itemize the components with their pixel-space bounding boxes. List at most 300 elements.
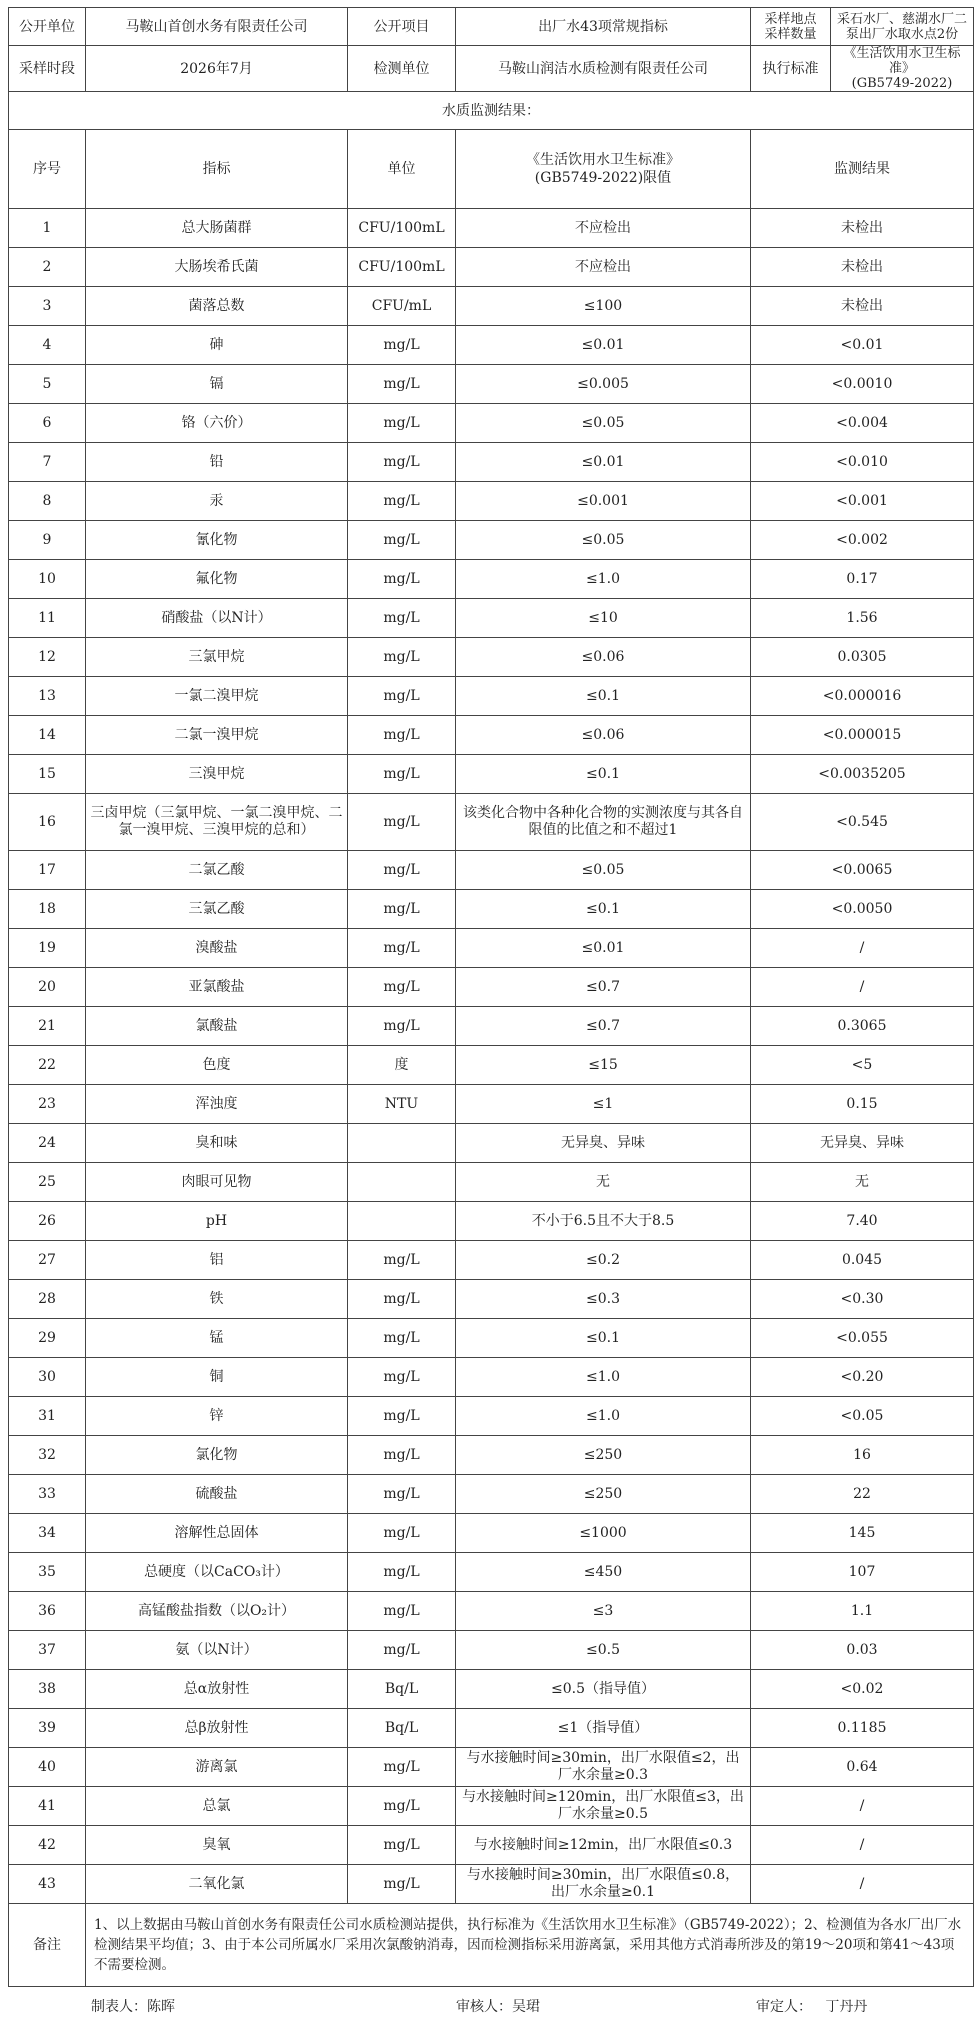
row-no: 19 [9, 929, 86, 968]
row-no: 9 [9, 521, 86, 560]
label-sampling-site [751, 8, 831, 46]
table-row [9, 1163, 974, 1202]
row-unit: 度 [348, 1046, 456, 1085]
table-row [9, 521, 974, 560]
row-limit: 与水接触时间≥30min，出厂水限值≤0.8，出厂水余量≥0.1 [456, 1865, 751, 1904]
row-limit: ≤0.005 [456, 365, 751, 404]
section-title: 水质监测结果： [9, 92, 974, 130]
row-no: 6 [9, 404, 86, 443]
table-row [9, 1709, 974, 1748]
row-result: 0.64 [751, 1748, 974, 1787]
row-limit: ≤0.5 [456, 1631, 751, 1670]
value-publisher: 马鞍山首创水务有限责任公司 [86, 8, 348, 46]
table-row [9, 443, 974, 482]
row-no: 15 [9, 755, 86, 794]
row-unit: mg/L [348, 1787, 456, 1826]
row-no: 24 [9, 1124, 86, 1163]
signature-approver [750, 1987, 973, 2027]
row-limit: ≤1.0 [456, 560, 751, 599]
row-unit: mg/L [348, 1592, 456, 1631]
row-limit: 不小于6.5且不大于8.5 [456, 1202, 751, 1241]
row-unit: Bq/L [348, 1670, 456, 1709]
row-limit: ≤250 [456, 1475, 751, 1514]
row-item: 三卤甲烷（三氯甲烷、一氯二溴甲烷、二氯一溴甲烷、三溴甲烷的总和） [86, 794, 348, 851]
table-row [9, 1397, 974, 1436]
row-result: 未检出 [751, 209, 974, 248]
value-standard [831, 46, 974, 92]
maker-label: 制表人： [91, 1999, 147, 2015]
row-item: 游离氯 [86, 1748, 348, 1787]
row-item: 二氯一溴甲烷 [86, 716, 348, 755]
row-no: 13 [9, 677, 86, 716]
row-unit: mg/L [348, 482, 456, 521]
row-no: 41 [9, 1787, 86, 1826]
table-row [9, 1514, 974, 1553]
row-item: 铬（六价） [86, 404, 348, 443]
row-limit: ≤0.2 [456, 1241, 751, 1280]
label-period: 采样时段 [9, 46, 86, 92]
row-unit: mg/L [348, 1553, 456, 1592]
table-row [9, 1592, 974, 1631]
table-row [9, 1241, 974, 1280]
label-project: 公开项目 [348, 8, 456, 46]
row-unit: mg/L [348, 1358, 456, 1397]
row-unit: CFU/100mL [348, 248, 456, 287]
row-limit: ≤1 [456, 1085, 751, 1124]
row-limit: ≤0.05 [456, 404, 751, 443]
row-no: 36 [9, 1592, 86, 1631]
row-item: 总β放射性 [86, 1709, 348, 1748]
signature-row [8, 1987, 973, 2027]
header-row-1 [9, 8, 974, 46]
row-result: <0.05 [751, 1397, 974, 1436]
row-limit: ≤0.05 [456, 851, 751, 890]
header-row-2 [9, 46, 974, 92]
row-no: 29 [9, 1319, 86, 1358]
row-item: 铁 [86, 1280, 348, 1319]
row-result: 107 [751, 1553, 974, 1592]
table-row [9, 404, 974, 443]
row-unit: mg/L [348, 1514, 456, 1553]
row-result: <0.000015 [751, 716, 974, 755]
row-result: <0.055 [751, 1319, 974, 1358]
table-row [9, 1280, 974, 1319]
row-item: 溴酸盐 [86, 929, 348, 968]
table-row [9, 1436, 974, 1475]
table-row [9, 1124, 974, 1163]
label-publisher: 公开单位 [9, 8, 86, 46]
row-no: 14 [9, 716, 86, 755]
col-unit: 单位 [348, 130, 456, 209]
row-item: 二氧化氯 [86, 1865, 348, 1904]
row-no: 31 [9, 1397, 86, 1436]
col-limit [456, 130, 751, 209]
row-limit: ≤0.7 [456, 968, 751, 1007]
row-limit: ≤1.0 [456, 1397, 751, 1436]
row-result: <0.20 [751, 1358, 974, 1397]
row-item: 高锰酸盐指数（以O₂计） [86, 1592, 348, 1631]
row-no: 11 [9, 599, 86, 638]
value-period: 2026年7月 [86, 46, 348, 92]
row-unit: mg/L [348, 1007, 456, 1046]
row-unit: CFU/100mL [348, 209, 456, 248]
table-row [9, 638, 974, 677]
row-item: 汞 [86, 482, 348, 521]
row-limit: ≤0.1 [456, 1319, 751, 1358]
row-no: 38 [9, 1670, 86, 1709]
row-limit: 与水接触时间≥12min，出厂水限值≤0.3 [456, 1826, 751, 1865]
row-item: 三氯乙酸 [86, 890, 348, 929]
table-row [9, 209, 974, 248]
row-item: 锰 [86, 1319, 348, 1358]
row-limit: ≤0.1 [456, 890, 751, 929]
table-row [9, 326, 974, 365]
row-result: 22 [751, 1475, 974, 1514]
row-limit: 与水接触时间≥30min，出厂水限值≤2，出厂水余量≥0.3 [456, 1748, 751, 1787]
row-result: <5 [751, 1046, 974, 1085]
row-result: 0.03 [751, 1631, 974, 1670]
row-item: 铅 [86, 443, 348, 482]
table-row [9, 287, 974, 326]
row-result: 未检出 [751, 248, 974, 287]
row-limit: ≤450 [456, 1553, 751, 1592]
row-unit: mg/L [348, 851, 456, 890]
row-limit: ≤0.01 [456, 443, 751, 482]
row-unit: mg/L [348, 929, 456, 968]
row-item: 三氯甲烷 [86, 638, 348, 677]
row-limit: ≤10 [456, 599, 751, 638]
row-item: 氯化物 [86, 1436, 348, 1475]
label-sample-count-text: 采样数量 [764, 26, 817, 42]
row-result: 0.1185 [751, 1709, 974, 1748]
table-row [9, 851, 974, 890]
row-limit: ≤0.001 [456, 482, 751, 521]
row-result: 1.56 [751, 599, 974, 638]
row-limit: 无 [456, 1163, 751, 1202]
row-item: 砷 [86, 326, 348, 365]
maker-name: 陈晖 [147, 1999, 175, 2015]
row-unit: mg/L [348, 638, 456, 677]
row-limit: 该类化合物中各种化合物的实测浓度与其各自限值的比值之和不超过1 [456, 794, 751, 851]
value-standard-name: 《生活饮用水卫生标准》 [843, 46, 961, 76]
row-unit: mg/L [348, 1280, 456, 1319]
row-limit: 不应检出 [456, 209, 751, 248]
row-result: 7.40 [751, 1202, 974, 1241]
row-item: 亚氯酸盐 [86, 968, 348, 1007]
row-no: 25 [9, 1163, 86, 1202]
notes-text: 1、以上数据由马鞍山首创水务有限责任公司水质检测站提供，执行标准为《生活饮用水卫生标准》（GB5749-2022）；2、检测值为各水厂出厂水检测结果平均值；3、由于本公司所属水厂采用次氯酸钠消毒，因而检测指标采用游离氯，采用其他方式消毒所涉及的第19～20项和第41～43项不需要检测。 [86, 1904, 974, 1987]
row-no: 10 [9, 560, 86, 599]
row-unit: mg/L [348, 326, 456, 365]
row-result: 未检出 [751, 287, 974, 326]
row-no: 18 [9, 890, 86, 929]
row-item: 氰化物 [86, 521, 348, 560]
row-no: 17 [9, 851, 86, 890]
table-row [9, 1007, 974, 1046]
row-no: 23 [9, 1085, 86, 1124]
col-no: 序号 [9, 130, 86, 209]
row-result: <0.010 [751, 443, 974, 482]
row-unit: mg/L [348, 1319, 456, 1358]
label-standard: 执行标准 [751, 46, 831, 92]
table-row [9, 560, 974, 599]
row-result: <0.545 [751, 794, 974, 851]
table-row [9, 968, 974, 1007]
row-unit: mg/L [348, 890, 456, 929]
value-project: 出厂水43项常规指标 [456, 8, 751, 46]
signature-reviewer [450, 1987, 750, 2027]
row-unit [348, 1124, 456, 1163]
table-row [9, 1046, 974, 1085]
row-limit: ≤0.06 [456, 716, 751, 755]
row-limit: ≤0.05 [456, 521, 751, 560]
row-result: 无异臭、异味 [751, 1124, 974, 1163]
row-limit: ≤3 [456, 1592, 751, 1631]
row-limit: 不应检出 [456, 248, 751, 287]
row-no: 7 [9, 443, 86, 482]
row-item: pH [86, 1202, 348, 1241]
row-unit: mg/L [348, 1241, 456, 1280]
row-item: 溶解性总固体 [86, 1514, 348, 1553]
row-item: 总α放射性 [86, 1670, 348, 1709]
row-result: 16 [751, 1436, 974, 1475]
col-item: 指标 [86, 130, 348, 209]
row-unit [348, 1202, 456, 1241]
reviewer-label: 审核人： [456, 1999, 512, 2015]
row-result: <0.01 [751, 326, 974, 365]
table-row [9, 1358, 974, 1397]
row-item: 硝酸盐（以N计） [86, 599, 348, 638]
row-item: 臭氧 [86, 1826, 348, 1865]
row-no: 40 [9, 1748, 86, 1787]
signature-maker [85, 1987, 450, 2027]
col-limit-line2: (GB5749-2022)限值 [534, 170, 672, 186]
row-no: 32 [9, 1436, 86, 1475]
row-item: 菌落总数 [86, 287, 348, 326]
label-sampling-site-text: 采样地点 [764, 11, 817, 27]
row-item: 铜 [86, 1358, 348, 1397]
row-limit: ≤1（指导值） [456, 1709, 751, 1748]
row-unit: mg/L [348, 560, 456, 599]
row-result: 0.15 [751, 1085, 974, 1124]
row-item: 氟化物 [86, 560, 348, 599]
row-no: 27 [9, 1241, 86, 1280]
row-unit: mg/L [348, 1748, 456, 1787]
row-result: / [751, 1865, 974, 1904]
row-unit: mg/L [348, 1436, 456, 1475]
row-limit: ≤15 [456, 1046, 751, 1085]
table-row [9, 1475, 974, 1514]
table-row [9, 755, 974, 794]
row-result: / [751, 1826, 974, 1865]
table-row [9, 1748, 974, 1787]
row-limit: ≤250 [456, 1436, 751, 1475]
row-no: 16 [9, 794, 86, 851]
row-unit: mg/L [348, 599, 456, 638]
row-no: 4 [9, 326, 86, 365]
table-row [9, 1826, 974, 1865]
reviewer-name: 吴珺 [512, 1999, 540, 2015]
row-item: 锌 [86, 1397, 348, 1436]
row-unit: NTU [348, 1085, 456, 1124]
row-unit: mg/L [348, 443, 456, 482]
row-no: 43 [9, 1865, 86, 1904]
notes-row [9, 1904, 974, 1987]
row-no: 2 [9, 248, 86, 287]
row-result: <0.0065 [751, 851, 974, 890]
report-table [8, 7, 974, 1987]
row-limit: 与水接触时间≥120min，出厂水限值≤3，出厂水余量≥0.5 [456, 1787, 751, 1826]
row-no: 39 [9, 1709, 86, 1748]
row-unit: mg/L [348, 968, 456, 1007]
label-lab: 检测单位 [348, 46, 456, 92]
row-result: <0.0035205 [751, 755, 974, 794]
table-row [9, 1670, 974, 1709]
signature-spacer [8, 1987, 85, 2027]
table-row [9, 716, 974, 755]
row-no: 30 [9, 1358, 86, 1397]
row-limit: ≤1.0 [456, 1358, 751, 1397]
row-no: 33 [9, 1475, 86, 1514]
row-no: 35 [9, 1553, 86, 1592]
row-no: 1 [9, 209, 86, 248]
table-row [9, 365, 974, 404]
row-unit [348, 1163, 456, 1202]
approver-label: 审定人： [756, 1999, 812, 2015]
water-quality-report [8, 7, 973, 2027]
row-no: 34 [9, 1514, 86, 1553]
row-result: 0.3065 [751, 1007, 974, 1046]
row-unit: mg/L [348, 404, 456, 443]
row-unit: CFU/mL [348, 287, 456, 326]
row-result: <0.0050 [751, 890, 974, 929]
value-lab: 马鞍山润洁水质检测有限责任公司 [456, 46, 751, 92]
table-row [9, 599, 974, 638]
row-item: 肉眼可见物 [86, 1163, 348, 1202]
row-item: 二氯乙酸 [86, 851, 348, 890]
row-limit: ≤0.06 [456, 638, 751, 677]
row-result: <0.000016 [751, 677, 974, 716]
table-row [9, 1553, 974, 1592]
row-item: 氯酸盐 [86, 1007, 348, 1046]
row-result: 1.1 [751, 1592, 974, 1631]
row-unit: mg/L [348, 365, 456, 404]
row-no: 28 [9, 1280, 86, 1319]
table-row [9, 1631, 974, 1670]
table-row [9, 794, 974, 851]
row-item: 三溴甲烷 [86, 755, 348, 794]
row-result: <0.004 [751, 404, 974, 443]
row-result: 0.17 [751, 560, 974, 599]
row-result: / [751, 968, 974, 1007]
row-unit: mg/L [348, 1865, 456, 1904]
row-item: 总硬度（以CaCO₃计） [86, 1553, 348, 1592]
table-row [9, 929, 974, 968]
row-unit: mg/L [348, 794, 456, 851]
row-result: <0.30 [751, 1280, 974, 1319]
table-row [9, 890, 974, 929]
row-item: 浑浊度 [86, 1085, 348, 1124]
table-row [9, 1202, 974, 1241]
row-limit: 无异臭、异味 [456, 1124, 751, 1163]
row-item: 镉 [86, 365, 348, 404]
row-no: 26 [9, 1202, 86, 1241]
row-result: <0.02 [751, 1670, 974, 1709]
row-no: 42 [9, 1826, 86, 1865]
row-limit: ≤1000 [456, 1514, 751, 1553]
notes-label: 备注 [9, 1904, 86, 1987]
approver-name: 丁丹丹 [825, 1999, 868, 2015]
row-item: 总大肠菌群 [86, 209, 348, 248]
row-item: 大肠埃希氏菌 [86, 248, 348, 287]
row-no: 20 [9, 968, 86, 1007]
table-row [9, 1085, 974, 1124]
row-result: / [751, 929, 974, 968]
row-unit: mg/L [348, 716, 456, 755]
row-unit: mg/L [348, 1631, 456, 1670]
row-result: 0.045 [751, 1241, 974, 1280]
value-standard-code: (GB5749-2022) [851, 76, 953, 91]
row-no: 21 [9, 1007, 86, 1046]
row-limit: ≤0.5（指导值） [456, 1670, 751, 1709]
row-unit: mg/L [348, 1397, 456, 1436]
table-row [9, 482, 974, 521]
signature-table [8, 1987, 973, 2027]
row-item: 臭和味 [86, 1124, 348, 1163]
row-no: 8 [9, 482, 86, 521]
row-limit: ≤0.7 [456, 1007, 751, 1046]
row-unit: mg/L [348, 677, 456, 716]
row-no: 22 [9, 1046, 86, 1085]
row-limit: ≤0.3 [456, 1280, 751, 1319]
row-result: 145 [751, 1514, 974, 1553]
row-limit: ≤0.01 [456, 326, 751, 365]
row-no: 5 [9, 365, 86, 404]
row-no: 3 [9, 287, 86, 326]
row-result: / [751, 1787, 974, 1826]
row-item: 总氯 [86, 1787, 348, 1826]
row-item: 硫酸盐 [86, 1475, 348, 1514]
row-result: 0.0305 [751, 638, 974, 677]
row-item: 色度 [86, 1046, 348, 1085]
row-limit: ≤0.01 [456, 929, 751, 968]
section-title-row [9, 92, 974, 130]
col-result: 监测结果 [751, 130, 974, 209]
table-row [9, 1787, 974, 1826]
row-no: 37 [9, 1631, 86, 1670]
row-unit: mg/L [348, 1826, 456, 1865]
row-unit: mg/L [348, 521, 456, 560]
table-row [9, 677, 974, 716]
row-unit: Bq/L [348, 1709, 456, 1748]
row-item: 铝 [86, 1241, 348, 1280]
row-limit: ≤100 [456, 287, 751, 326]
column-header-row [9, 130, 974, 209]
row-unit: mg/L [348, 755, 456, 794]
table-row [9, 1865, 974, 1904]
row-item: 一氯二溴甲烷 [86, 677, 348, 716]
value-sampling-site: 采石水厂、慈湖水厂二泵出厂水取水点2份 [831, 8, 974, 46]
row-no: 12 [9, 638, 86, 677]
row-result: 无 [751, 1163, 974, 1202]
row-limit: ≤0.1 [456, 755, 751, 794]
row-result: <0.002 [751, 521, 974, 560]
table-row [9, 1319, 974, 1358]
row-limit: ≤0.1 [456, 677, 751, 716]
col-limit-line1: 《生活饮用水卫生标准》 [526, 152, 680, 168]
table-row [9, 248, 974, 287]
row-result: <0.001 [751, 482, 974, 521]
